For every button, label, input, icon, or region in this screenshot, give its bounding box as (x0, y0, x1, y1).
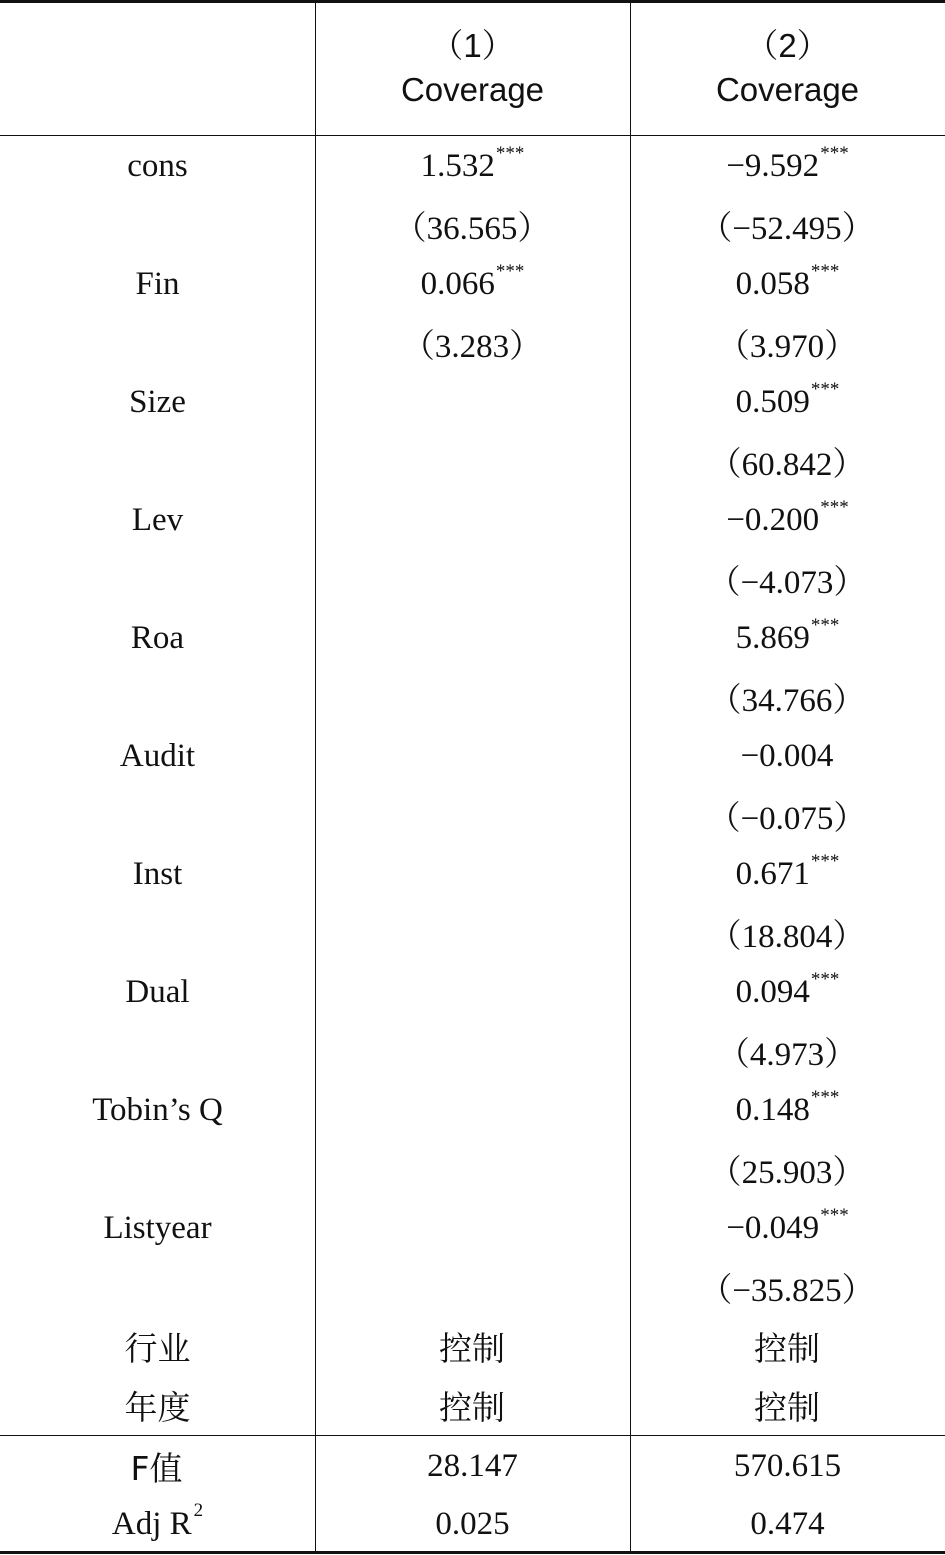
variable-name: cons (127, 148, 188, 184)
superscript: 2 (193, 1499, 204, 1521)
table-cell (630, 609, 945, 668)
table-cell (315, 727, 630, 786)
table-cell (315, 1317, 630, 1376)
table-cell (630, 137, 945, 196)
column-header-1 (315, 0, 630, 135)
row-label (0, 1258, 315, 1317)
table-cell (315, 845, 630, 904)
table-cell (630, 373, 945, 432)
significance-stars: *** (820, 142, 849, 164)
cell-value: 0.671 (735, 856, 810, 892)
stat-value (315, 1495, 630, 1554)
cell-value: （−0.075） (707, 801, 867, 837)
row-label (0, 727, 315, 786)
cell-value: （34.766） (708, 683, 866, 719)
significance-stars: *** (810, 968, 840, 990)
stat-number: 570.615 (733, 1448, 842, 1484)
table-cell (630, 668, 945, 727)
cell-value: （25.903） (708, 1155, 866, 1191)
variable-name: Size (129, 384, 186, 420)
table-cell (630, 1376, 945, 1435)
stat-label (0, 1495, 315, 1554)
table-cell (315, 137, 630, 196)
stats-rule (0, 1435, 945, 1436)
table-cell (315, 609, 630, 668)
stat-number: 28.147 (427, 1448, 518, 1484)
row-label (0, 432, 315, 491)
cell-value: （3.283） (401, 329, 543, 365)
cell-value: （3.970） (716, 329, 858, 365)
variable-name: Inst (132, 856, 183, 892)
variable-name: 年度 (124, 1388, 191, 1427)
table-cell (315, 1199, 630, 1258)
cell-value: −9.592 (726, 148, 820, 184)
table-cell (630, 904, 945, 963)
table-cell (315, 1022, 630, 1081)
row-label (0, 963, 315, 1022)
table-cell (630, 491, 945, 550)
row-label (0, 491, 315, 550)
row-label (0, 550, 315, 609)
row-label (0, 1317, 315, 1376)
table-cell (315, 786, 630, 845)
cell-value: −0.049 (726, 1210, 820, 1246)
cell-value: 0.509 (735, 384, 810, 420)
variable-name: Listyear (103, 1210, 212, 1246)
row-label (0, 1022, 315, 1081)
table-cell (315, 196, 630, 255)
table-cell (315, 255, 630, 314)
row-label (0, 1199, 315, 1258)
row-label (0, 255, 315, 314)
significance-stars: *** (495, 260, 525, 282)
stat-name: Adj R (111, 1506, 192, 1542)
table-cell (315, 904, 630, 963)
row-label (0, 668, 315, 727)
row-label (0, 373, 315, 432)
table-cell (315, 1081, 630, 1140)
table-cell (315, 491, 630, 550)
cell-value: （−4.073） (707, 565, 867, 601)
table-cell (630, 1199, 945, 1258)
cell-value: 1.532 (420, 148, 495, 184)
variable-name: Roa (130, 620, 185, 656)
cell-value: 0.148 (735, 1092, 810, 1128)
row-label (0, 196, 315, 255)
stat-name: F值 (130, 1449, 183, 1488)
column-title-2: Coverage (715, 70, 860, 108)
table-cell (630, 1022, 945, 1081)
row-label (0, 609, 315, 668)
header-rule (0, 135, 945, 136)
column-title-1: Coverage (400, 70, 545, 108)
cell-value: 控制 (754, 1388, 820, 1427)
row-label (0, 137, 315, 196)
variable-name: Fin (135, 266, 180, 302)
column-number-1: （1） (430, 26, 515, 64)
table-cell (315, 550, 630, 609)
cell-value: （−52.495） (699, 211, 875, 247)
cell-value: 0.066 (420, 266, 495, 302)
cell-value: 控制 (439, 1388, 505, 1427)
variable-name: 行业 (124, 1329, 191, 1368)
table-cell (630, 1317, 945, 1376)
stat-value (315, 1437, 630, 1496)
table-cell (630, 727, 945, 786)
cell-value: （18.804） (708, 919, 866, 955)
table-cell (630, 845, 945, 904)
row-label (0, 1376, 315, 1435)
cell-value: （−35.825） (699, 1273, 875, 1309)
table-cell (315, 963, 630, 1022)
table-cell (315, 668, 630, 727)
table-cell (315, 373, 630, 432)
cell-value: （60.842） (708, 447, 866, 483)
table-cell (630, 1258, 945, 1317)
table-cell (315, 1258, 630, 1317)
variable-name: Tobin’s Q (92, 1092, 223, 1128)
significance-stars: *** (810, 260, 840, 282)
significance-stars: *** (820, 496, 849, 518)
significance-stars: *** (810, 614, 840, 636)
significance-stars: *** (820, 1204, 849, 1226)
cell-value: 0.094 (735, 974, 810, 1010)
row-label (0, 314, 315, 373)
cell-value: 5.869 (735, 620, 810, 656)
stat-value (630, 1437, 945, 1496)
table-cell (315, 432, 630, 491)
row-label (0, 904, 315, 963)
table-cell (315, 1376, 630, 1435)
table-cell (630, 786, 945, 845)
table-cell (315, 314, 630, 373)
variable-name: Dual (125, 974, 190, 1010)
table-cell (630, 255, 945, 314)
cell-value: −0.200 (726, 502, 820, 538)
stat-number: 0.025 (435, 1506, 510, 1542)
cell-value: （4.973） (716, 1037, 858, 1073)
row-label (0, 1081, 315, 1140)
column-header-2 (630, 0, 945, 135)
table-cell (630, 550, 945, 609)
significance-stars: *** (495, 142, 525, 164)
stat-value (630, 1495, 945, 1554)
table-cell (630, 1081, 945, 1140)
stat-label (0, 1437, 315, 1496)
table-cell (630, 963, 945, 1022)
stat-number: 0.474 (750, 1506, 825, 1542)
significance-stars: *** (810, 1086, 840, 1108)
table-cell (630, 196, 945, 255)
variable-name: Audit (119, 738, 196, 774)
row-label (0, 845, 315, 904)
cell-value: （36.565） (393, 211, 551, 247)
variable-name: Lev (131, 502, 184, 538)
significance-stars: *** (810, 378, 840, 400)
table-cell (630, 314, 945, 373)
significance-stars: *** (810, 850, 840, 872)
cell-value: 控制 (439, 1329, 505, 1368)
cell-value: −0.004 (740, 738, 834, 774)
table-cell (630, 1140, 945, 1199)
row-label (0, 1140, 315, 1199)
row-label (0, 786, 315, 845)
column-number-2: （2） (745, 26, 830, 64)
cell-value: 控制 (754, 1329, 820, 1368)
table-cell (630, 432, 945, 491)
cell-value: 0.058 (735, 266, 810, 302)
table-cell (315, 1140, 630, 1199)
